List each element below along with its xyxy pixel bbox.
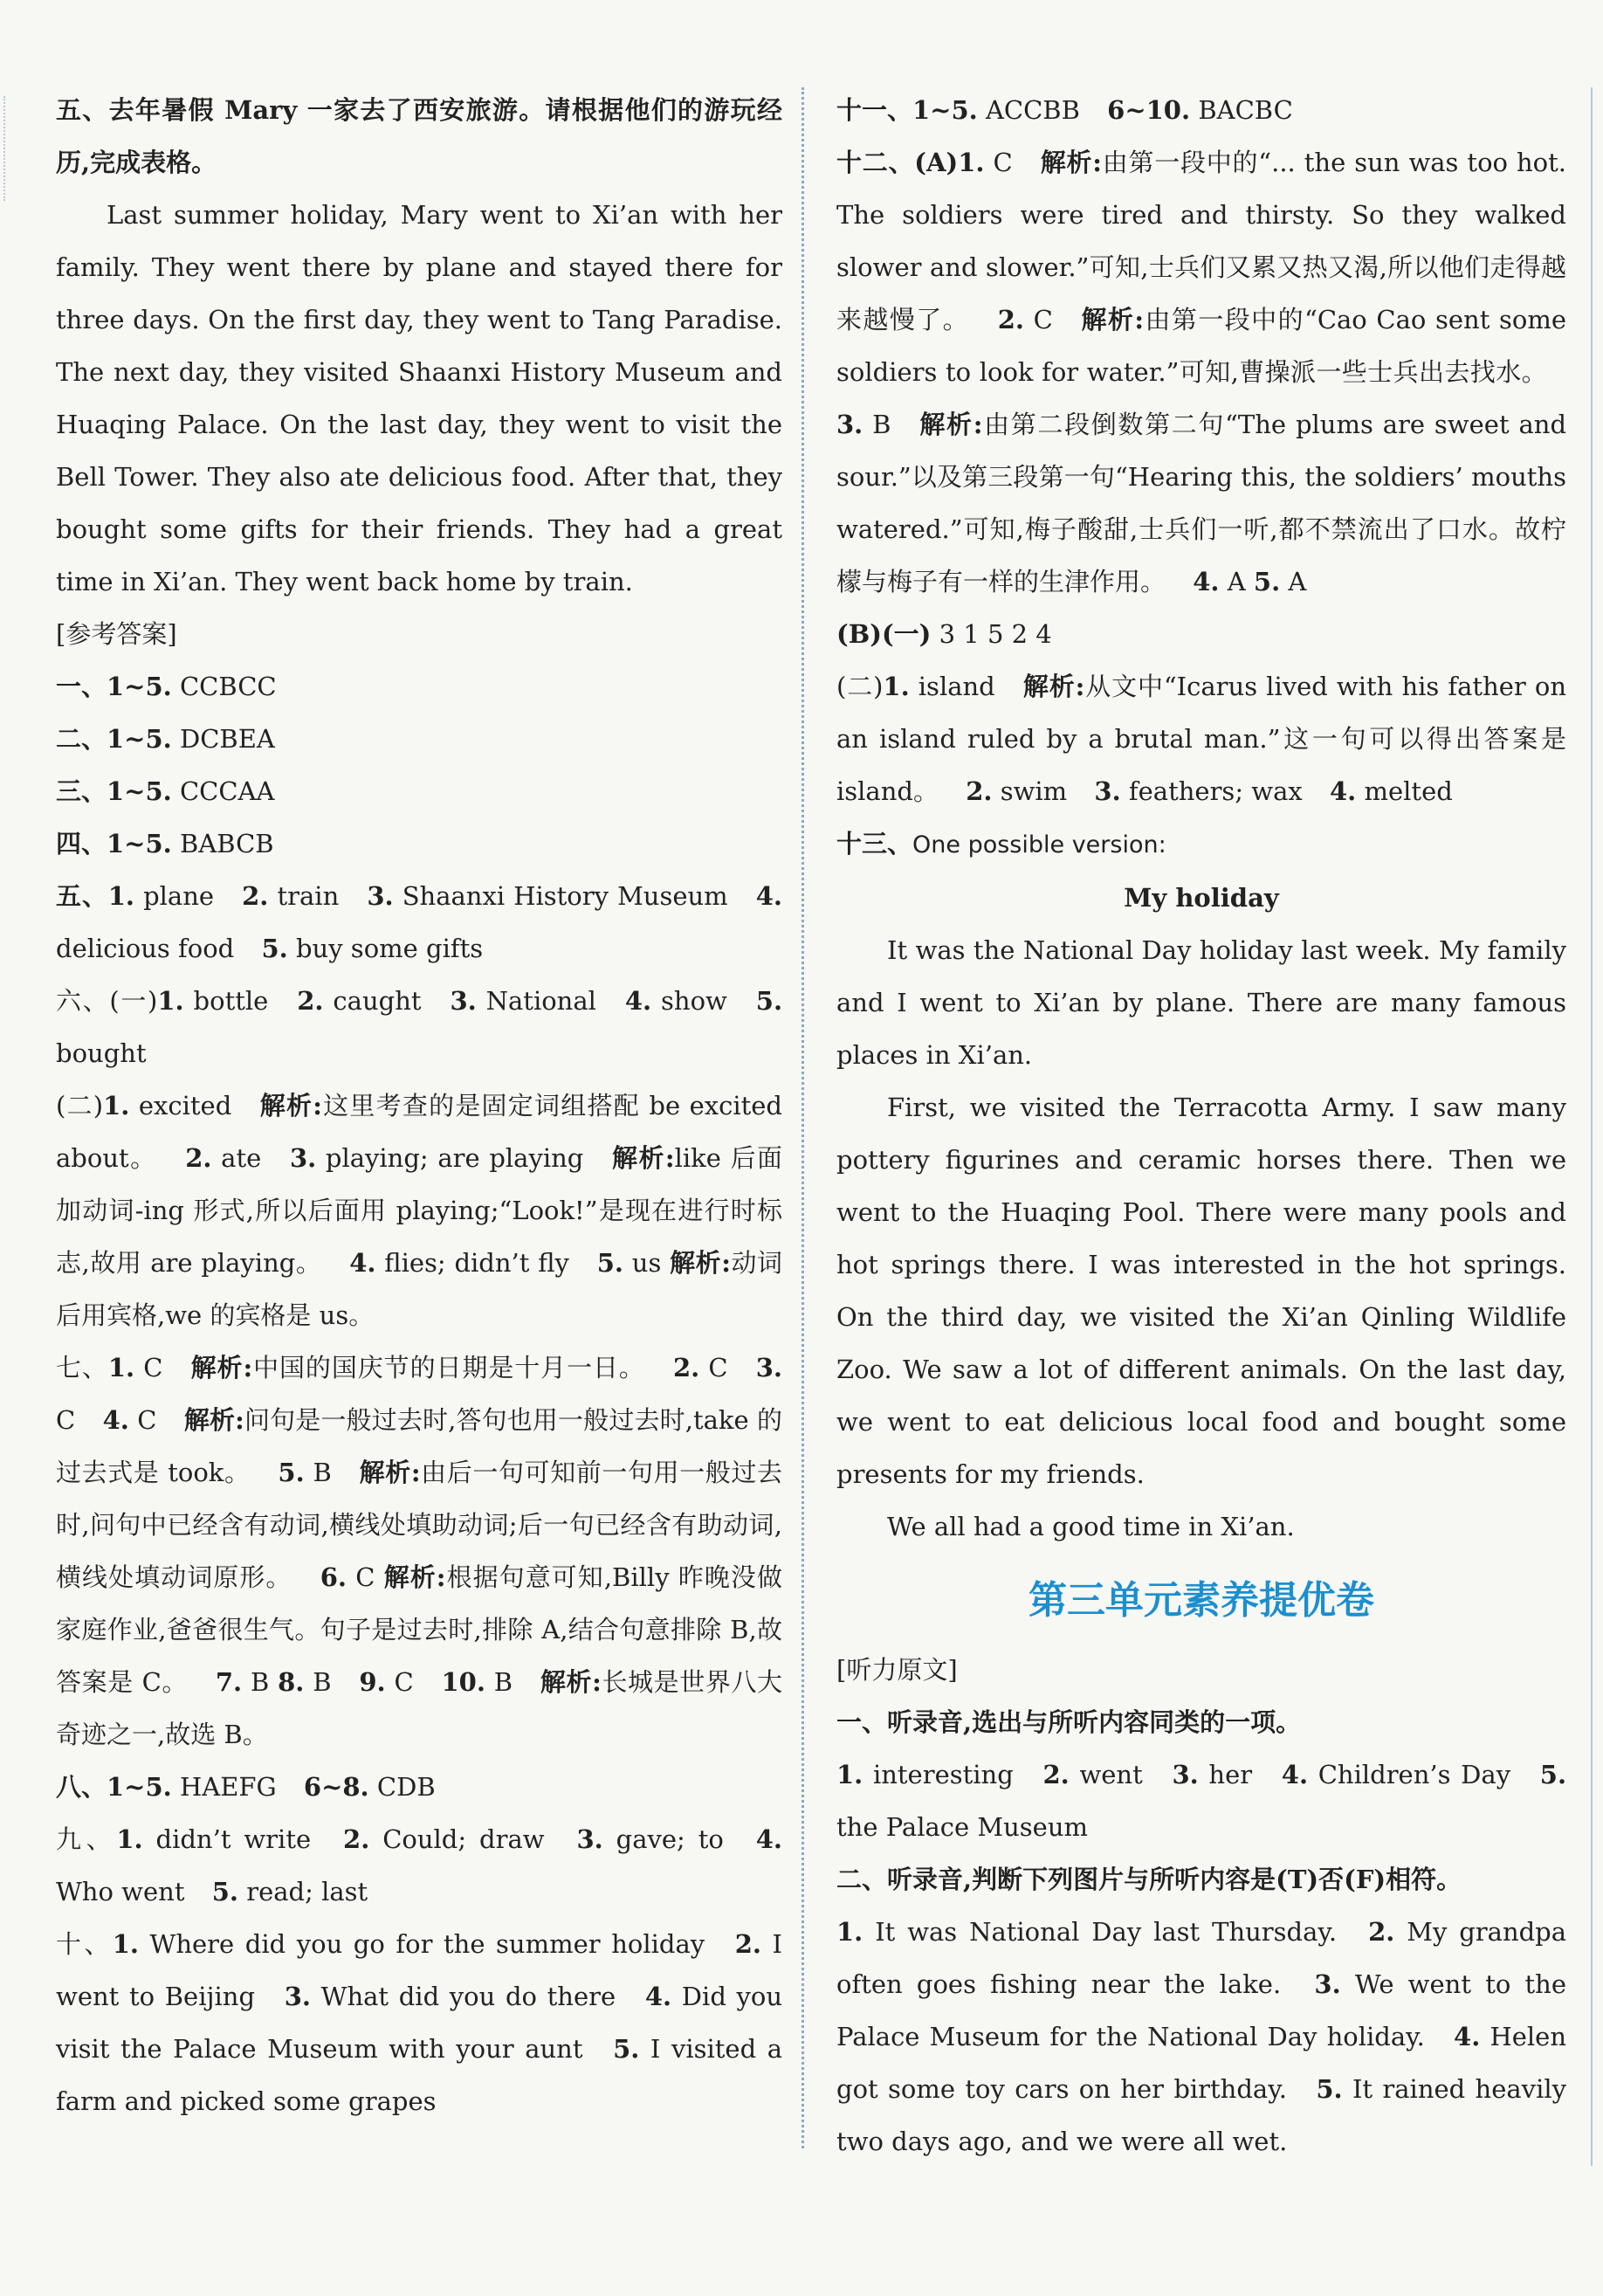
binding-margin-marks [3, 96, 14, 201]
listening-section-2: 1. It was National Day last Thursday. 2. My grandpa often goes fishing near the lake. 3. We went to the Palace Museum for the National Day holiday. 4. Helen got some toy cars on her birthday. 5. It rained heavily two days ago, and we were all wet. [836, 1917, 1567, 2156]
answer-section-8: 八、1~5. HAEFG 6~8. CDB [56, 1772, 436, 1802]
answer-section-12-b-part-2: (二)1. island 解析:从文中“Icarus lived with his father on an island ruled by a brutal man.”这一句可以得出答案是 island。 2. swim 3. feathers; wax 4. melted [836, 672, 1567, 806]
listening-label: [听力原文] [836, 1655, 958, 1685]
answer-section-2: 二、1~5. DCBEA [56, 724, 275, 754]
unit-title: 第三单元素养提优卷 [1029, 1578, 1374, 1623]
answer-section-3: 三、1~5. CCCAA [56, 776, 275, 806]
essay-paragraph-1: It was the National Day holiday last week. My family and I went to Xi’an by plane. There are many famous places in Xi’an. [836, 935, 1566, 1070]
listening-section-1-heading: 一、听录音,选出与所听内容同类的一项。 [836, 1707, 1302, 1737]
answer-section-5: 五、1. plane 2. train 3. Shaanxi History Museum 4. delicious food 5. buy some gifts [56, 881, 783, 963]
answer-section-12-a: 十二、(A)1. C 解析:由第一段中的“... the sun was too hot. The soldiers were tired and thirsty. So they walked slower and slower.”可知,士兵们又累又热又渴,所以他们走得越来越慢了。 2. C 解析:由第一段中的“Cao Cao sent some soldiers to look for water.”可知,曹操派一些士兵出去找水。 3. B 解析:由第二段倒数第二句“The plums are sweet and sour.”以及第三段第一句“Hearing this, the soldiers’ mouths watered.”可知,梅子酸甜,士兵们一听,都不禁流出了口水。故柠檬与梅子有一样的生津作用。 4. A 5. A [836, 148, 1567, 596]
reading-passage: Last summer holiday, Mary went to Xi’an with her family. They went there by plane and stayed there for three days. On the first day, they went to Tang Paradise. The next day, they visited Shaanxi History Museum and Huaqing Palace. On the last day, they went to visit the Bell Tower. They also ate delicious food. After that, they bought some gifts for their friends. They had a great time in Xi’an. They went back home by train. [56, 200, 782, 596]
answer-section-11: 十一、1~5. ACCBB 6~10. BACBC [836, 95, 1293, 125]
answer-section-4: 四、1~5. BABCB [56, 829, 274, 858]
essay-title: My holiday [1124, 883, 1279, 913]
answer-section-10: 十、1. Where did you go for the summer holiday 2. I went to Beijing 3. What did you do there 4. Did you visit the Palace Museum with your aunt 5. I visited a farm and picked some grapes [56, 1929, 783, 2116]
section-5-heading: 五、去年暑假 Mary 一家去了西安旅游。请根据他们的游玩经历,完成表格。 [56, 95, 782, 177]
listening-section-1: 1. interesting 2. went 3. her 4. Children’s Day 5. the Palace Museum [836, 1760, 1567, 1842]
column-divider [802, 87, 804, 2148]
essay-paragraph-2: First, we visited the Terracotta Army. I saw many pottery figurines and ceramic horses there. Then we went to the Huaqing Pool. There were many pools and hot springs there. I was interested in the hot springs. On the third day, we visited the Xi’an Qinling Wildlife Zoo. We saw a lot of different animals. On the last day, we went to eat delicious local food and bought some presents for my friends. [836, 1093, 1566, 1489]
page-edge-line [1591, 87, 1593, 2166]
answer-section-13: 十三、One possible version: [836, 829, 1166, 858]
answer-section-7: 七、1. C 解析:中国的国庆节的日期是十月一日。 2. C 3. C 4. C 解析:问句是一般过去时,答句也用一般过去时,take 的过去式是 took。 5. B 解析:由后一句可知前一句用一般过去时,问句中已经含有动词,横线处填助动词;后一句已经含有助动词,横线处填动词原形。 6. C 解析:根据句意可知,Billy 昨晚没做家庭作业,爸爸很生气。句子是过去时,排除 A,结合句意排除 B,故答案是 C。 7. B 8. B 9. C 10. B 解析:长城是世界八大奇迹之一,故选 B。 [56, 1353, 783, 1749]
answer-section-1: 一、1~5. CCBCC [56, 672, 277, 701]
left-column [56, 84, 782, 2127]
answers-label: [参考答案] [56, 619, 177, 649]
answer-section-6-part-1: 六、(一)1. bottle 2. caught 3. National 4. show 5. bought [56, 986, 783, 1068]
answer-section-9: 九、1. didn’t write 2. Could; draw 3. gave; to 4. Who went 5. read; last [56, 1824, 782, 1906]
essay-paragraph-3: We all had a good time in Xi’an. [887, 1512, 1295, 1541]
answer-section-6-part-2: (二)1. excited 解析:这里考查的是固定词组搭配 be excited about。 2. ate 3. playing; are playing 解析:like 后面加动词-ing 形式,所以后面用 playing;“Look!”是现在进行时标志,故用 are playing。 4. flies; didn’t fly 5. us 解析:动词后用宾格,we 的宾格是 us。 [56, 1091, 783, 1330]
answer-section-12-b-part-1: (B)(一) 3 1 5 2 4 [836, 619, 1052, 649]
right-column [836, 84, 1566, 2168]
listening-section-2-heading: 二、听录音,判断下列图片与所听内容是(T)否(F)相符。 [836, 1865, 1462, 1894]
